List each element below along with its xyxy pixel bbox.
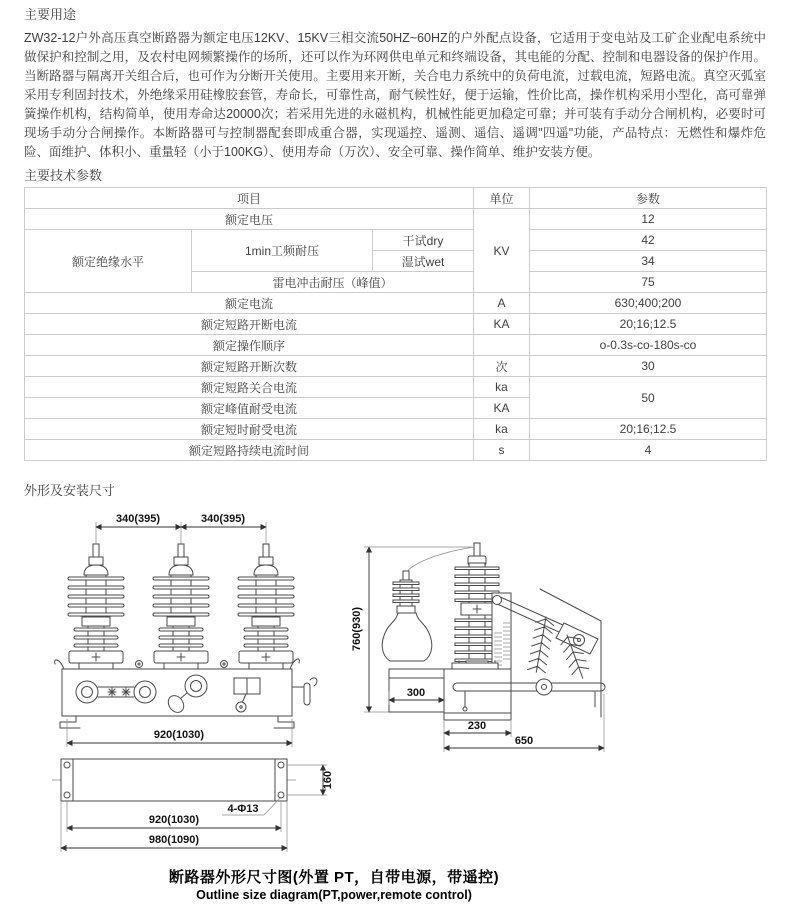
cell-duration-label: 额定短路持续电流时间 — [25, 440, 474, 461]
dim-body-width: 920(1030) — [153, 729, 205, 741]
cell-dry-value: 42 — [530, 230, 767, 251]
mounting-plate-view — [52, 759, 334, 852]
side-view — [351, 543, 605, 752]
main-use-paragraph: ZW32-12户外高压真空断路器为额定电压12KV、15KV三相交流50HZ~60HZ的户外配点设备，它适用于变电站及工矿企业配电系统中做保护和控制之用，及农村电网频繁操作的场所，还可以作为环网供电单元和终端设备，其电能的分配、控制和电器设备的保护作用。当断路器与隔离开关组合后，也可作为分断开关使用。主要用来开断，关合电力系统中的负荷电流，过载电流，短路电流。真空灭弧室采用专利固封技术，外绝缘采用硅橡胶套管，寿命长，可靠性高，耐气候性好，便于运输，性价比高，操作机构采用小型化，高可靠弹簧操作机构，结构简单，使用寿命达20000次；若采用先进的永磁机构，机械性能更加稳定可靠；并可装有手动分合闸机构，必要时可现场手动分合闸操作。本断路器可与控制器配套即成重合器，实现遥控、遥测、遥信、遥调"四遥"功能，产品特点：无燃性和爆炸危险、面维护、体积小、重量轻（小于100KG）、使用寿命（万次）、安全可靠、操作简单、维护安装方便。 — [24, 31, 766, 159]
col-header-item: 项目 — [25, 188, 474, 209]
cell-short-time-value: 20;16;12.5 — [530, 419, 767, 440]
diagram-caption — [24, 866, 644, 902]
table-header-row — [25, 188, 767, 209]
table-row — [25, 356, 767, 377]
cell-wet-value: 34 — [530, 251, 767, 272]
mounting-foot-left — [60, 716, 80, 728]
cell-short-time-unit: ka — [474, 419, 530, 440]
dim-total-height: 760(930) — [351, 606, 363, 652]
cell-breaking-current-unit: KA — [474, 314, 530, 335]
cell-rated-voltage-value: 12 — [530, 209, 767, 230]
bushing-pole-3 — [238, 544, 294, 669]
table-row — [25, 314, 767, 335]
caption-english: Outline size diagram(PT,power,remote control) — [196, 888, 472, 902]
cell-short-time-label: 额定短时耐受电流 — [25, 419, 474, 440]
table-row — [25, 209, 767, 230]
outline-diagram-svg — [24, 501, 786, 859]
cell-kv-unit: KV — [474, 209, 530, 293]
cell-breaking-current-label: 额定短路开断电流 — [25, 314, 474, 335]
cell-making-current-value: 50 — [530, 377, 767, 419]
dim-total-depth: 650 — [514, 735, 534, 747]
cell-breaking-times-value: 30 — [530, 356, 767, 377]
bushing-pole-2 — [153, 544, 209, 669]
dim-pole-spacing-left: 340(395) — [115, 513, 161, 525]
dim-pt-width: 300 — [406, 687, 426, 699]
section-heading-parameters: 主要技术参数 — [24, 168, 103, 183]
cell-rated-voltage-label: 额定电压 — [25, 209, 474, 230]
cell-peak-withstand-label: 额定峰值耐受电流 — [25, 398, 474, 419]
section-heading-outline: 外形及安装尺寸 — [24, 483, 116, 498]
table-row — [25, 440, 767, 461]
cell-insulation-label: 额定绝缘水平 — [25, 230, 192, 293]
cell-wet-label: 湿试wet — [373, 251, 474, 272]
mounting-foot-right — [274, 716, 294, 728]
outline-drawing — [24, 501, 767, 864]
col-header-unit: 单位 — [474, 188, 530, 209]
table-row — [25, 230, 767, 251]
cell-power-freq-label: 1min工频耐压 — [192, 230, 373, 272]
mounting-plate — [61, 759, 287, 801]
dim-hole-span: 920(1030) — [148, 814, 200, 826]
caption-chinese: 断路器外形尺寸图(外置 PT，自带电源，带遥控) — [168, 869, 500, 886]
cell-duration-value: 4 — [530, 440, 767, 461]
cell-peak-withstand-unit: KA — [474, 398, 530, 419]
cell-impulse-label: 雷电冲击耐压（峰值） — [192, 272, 474, 293]
cell-op-sequence-unit — [474, 335, 530, 356]
cell-dry-label: 干试dry — [373, 230, 474, 251]
cell-breaking-times-unit: 次 — [474, 356, 530, 377]
section-heading-main-use: 主要用途 — [24, 7, 77, 22]
table-row — [25, 419, 767, 440]
dim-plate-height: 160 — [322, 770, 334, 790]
cell-op-sequence-value: o-0.3s-co-180s-co — [530, 335, 767, 356]
cell-making-current-unit: ka — [474, 377, 530, 398]
table-row — [25, 293, 767, 314]
cell-rated-current-unit: A — [474, 293, 530, 314]
base-frame — [444, 661, 605, 720]
dim-pole-spacing-right: 340(395) — [200, 513, 246, 525]
bushing-pole-1 — [68, 544, 124, 669]
col-header-param: 参数 — [530, 188, 767, 209]
front-view — [55, 513, 317, 747]
cell-breaking-current-value: 20;16;12.5 — [530, 314, 767, 335]
cell-breaking-times-label: 额定短路开断次数 — [25, 356, 474, 377]
cell-making-current-label: 额定短路关合电流 — [25, 377, 474, 398]
spec-table — [24, 187, 767, 461]
dim-plate-total-width: 980(1090) — [148, 834, 200, 846]
cell-rated-current-label: 额定电流 — [25, 293, 474, 314]
table-row — [25, 377, 767, 398]
dim-holes-label: 4-Φ13 — [227, 803, 259, 815]
cell-impulse-value: 75 — [530, 272, 767, 293]
table-row — [25, 335, 767, 356]
dim-base-depth: 230 — [467, 720, 487, 732]
cell-duration-unit: s — [474, 440, 530, 461]
cell-rated-current-value: 630;400;200 — [530, 293, 767, 314]
cell-op-sequence-label: 额定操作顺序 — [25, 335, 474, 356]
